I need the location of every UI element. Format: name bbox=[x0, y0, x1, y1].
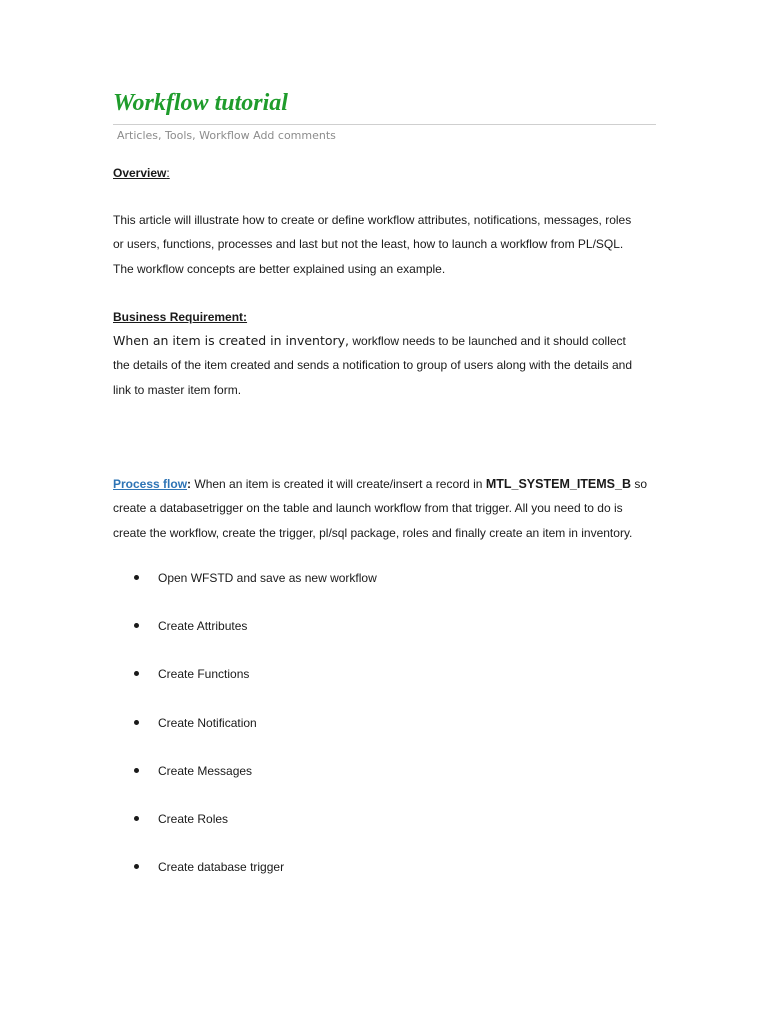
overview-heading-text: Overview bbox=[113, 166, 167, 180]
step-label: Create Roles bbox=[158, 811, 229, 826]
steps-list bbox=[113, 571, 377, 908]
business-line1-rest: workflow needs to be launched and it should collect bbox=[349, 334, 626, 348]
process-flow-link[interactable]: Process flow bbox=[113, 477, 188, 491]
bullet-icon bbox=[134, 671, 139, 676]
step-label: Create Functions bbox=[158, 667, 250, 682]
list-item bbox=[113, 667, 377, 715]
process-line1-post: so bbox=[631, 477, 648, 491]
overview-paragraph bbox=[113, 208, 631, 281]
list-item bbox=[113, 571, 377, 619]
step-label: Open WFSTD and save as new workflow bbox=[158, 571, 377, 585]
step-label: Create Messages bbox=[158, 763, 253, 778]
business-paragraph bbox=[113, 329, 632, 402]
step-label: Create database trigger bbox=[158, 860, 285, 875]
list-item bbox=[113, 860, 377, 908]
bullet-icon bbox=[134, 864, 139, 869]
process-line bbox=[113, 472, 647, 496]
list-item bbox=[113, 716, 377, 764]
article-meta: Articles, Tools, Workflow Add comments bbox=[117, 129, 336, 142]
process-line: create the workflow, create the trigger, pl/sql package, roles and finally create an item in inventory. bbox=[113, 525, 633, 540]
step-label: Create Attributes bbox=[158, 619, 248, 634]
overview-colon: : bbox=[166, 166, 170, 180]
list-item bbox=[113, 812, 377, 860]
overview-line: This article will illustrate how to create or define workflow attributes, notifications, messages, roles bbox=[113, 213, 632, 227]
process-line: create a databasetrigger on the table and launch workflow from that trigger. All you need to do is bbox=[113, 501, 623, 516]
bullet-icon bbox=[134, 816, 139, 821]
overview-line: or users, functions, processes and last but not the least, how to launch a workflow from PL/SQL. bbox=[113, 237, 624, 252]
business-line bbox=[113, 329, 632, 353]
list-item bbox=[113, 619, 377, 667]
bullet-icon bbox=[134, 768, 139, 773]
bullet-icon bbox=[134, 575, 139, 580]
business-heading: Business Requirement: bbox=[113, 310, 248, 324]
business-line: the details of the item created and sends a notification to group of users along with the details and bbox=[113, 358, 632, 373]
list-item bbox=[113, 764, 377, 812]
step-label: Create Notification bbox=[158, 715, 257, 730]
article-title: Workflow tutorial bbox=[113, 90, 288, 116]
title-divider bbox=[113, 124, 656, 125]
bullet-icon bbox=[134, 720, 139, 725]
business-lead: When an item is created in inventory, bbox=[113, 333, 350, 348]
overview-line: The workflow concepts are better explained using an example. bbox=[113, 261, 446, 276]
bullet-icon bbox=[134, 623, 139, 628]
process-table-name: MTL_SYSTEM_ITEMS_B bbox=[485, 477, 631, 491]
process-colon: : bbox=[187, 477, 192, 491]
business-line: link to master item form. bbox=[113, 382, 242, 397]
process-line1-pre: When an item is created it will create/insert a record in bbox=[191, 477, 486, 491]
process-paragraph bbox=[113, 472, 647, 545]
overview-heading bbox=[113, 166, 170, 180]
